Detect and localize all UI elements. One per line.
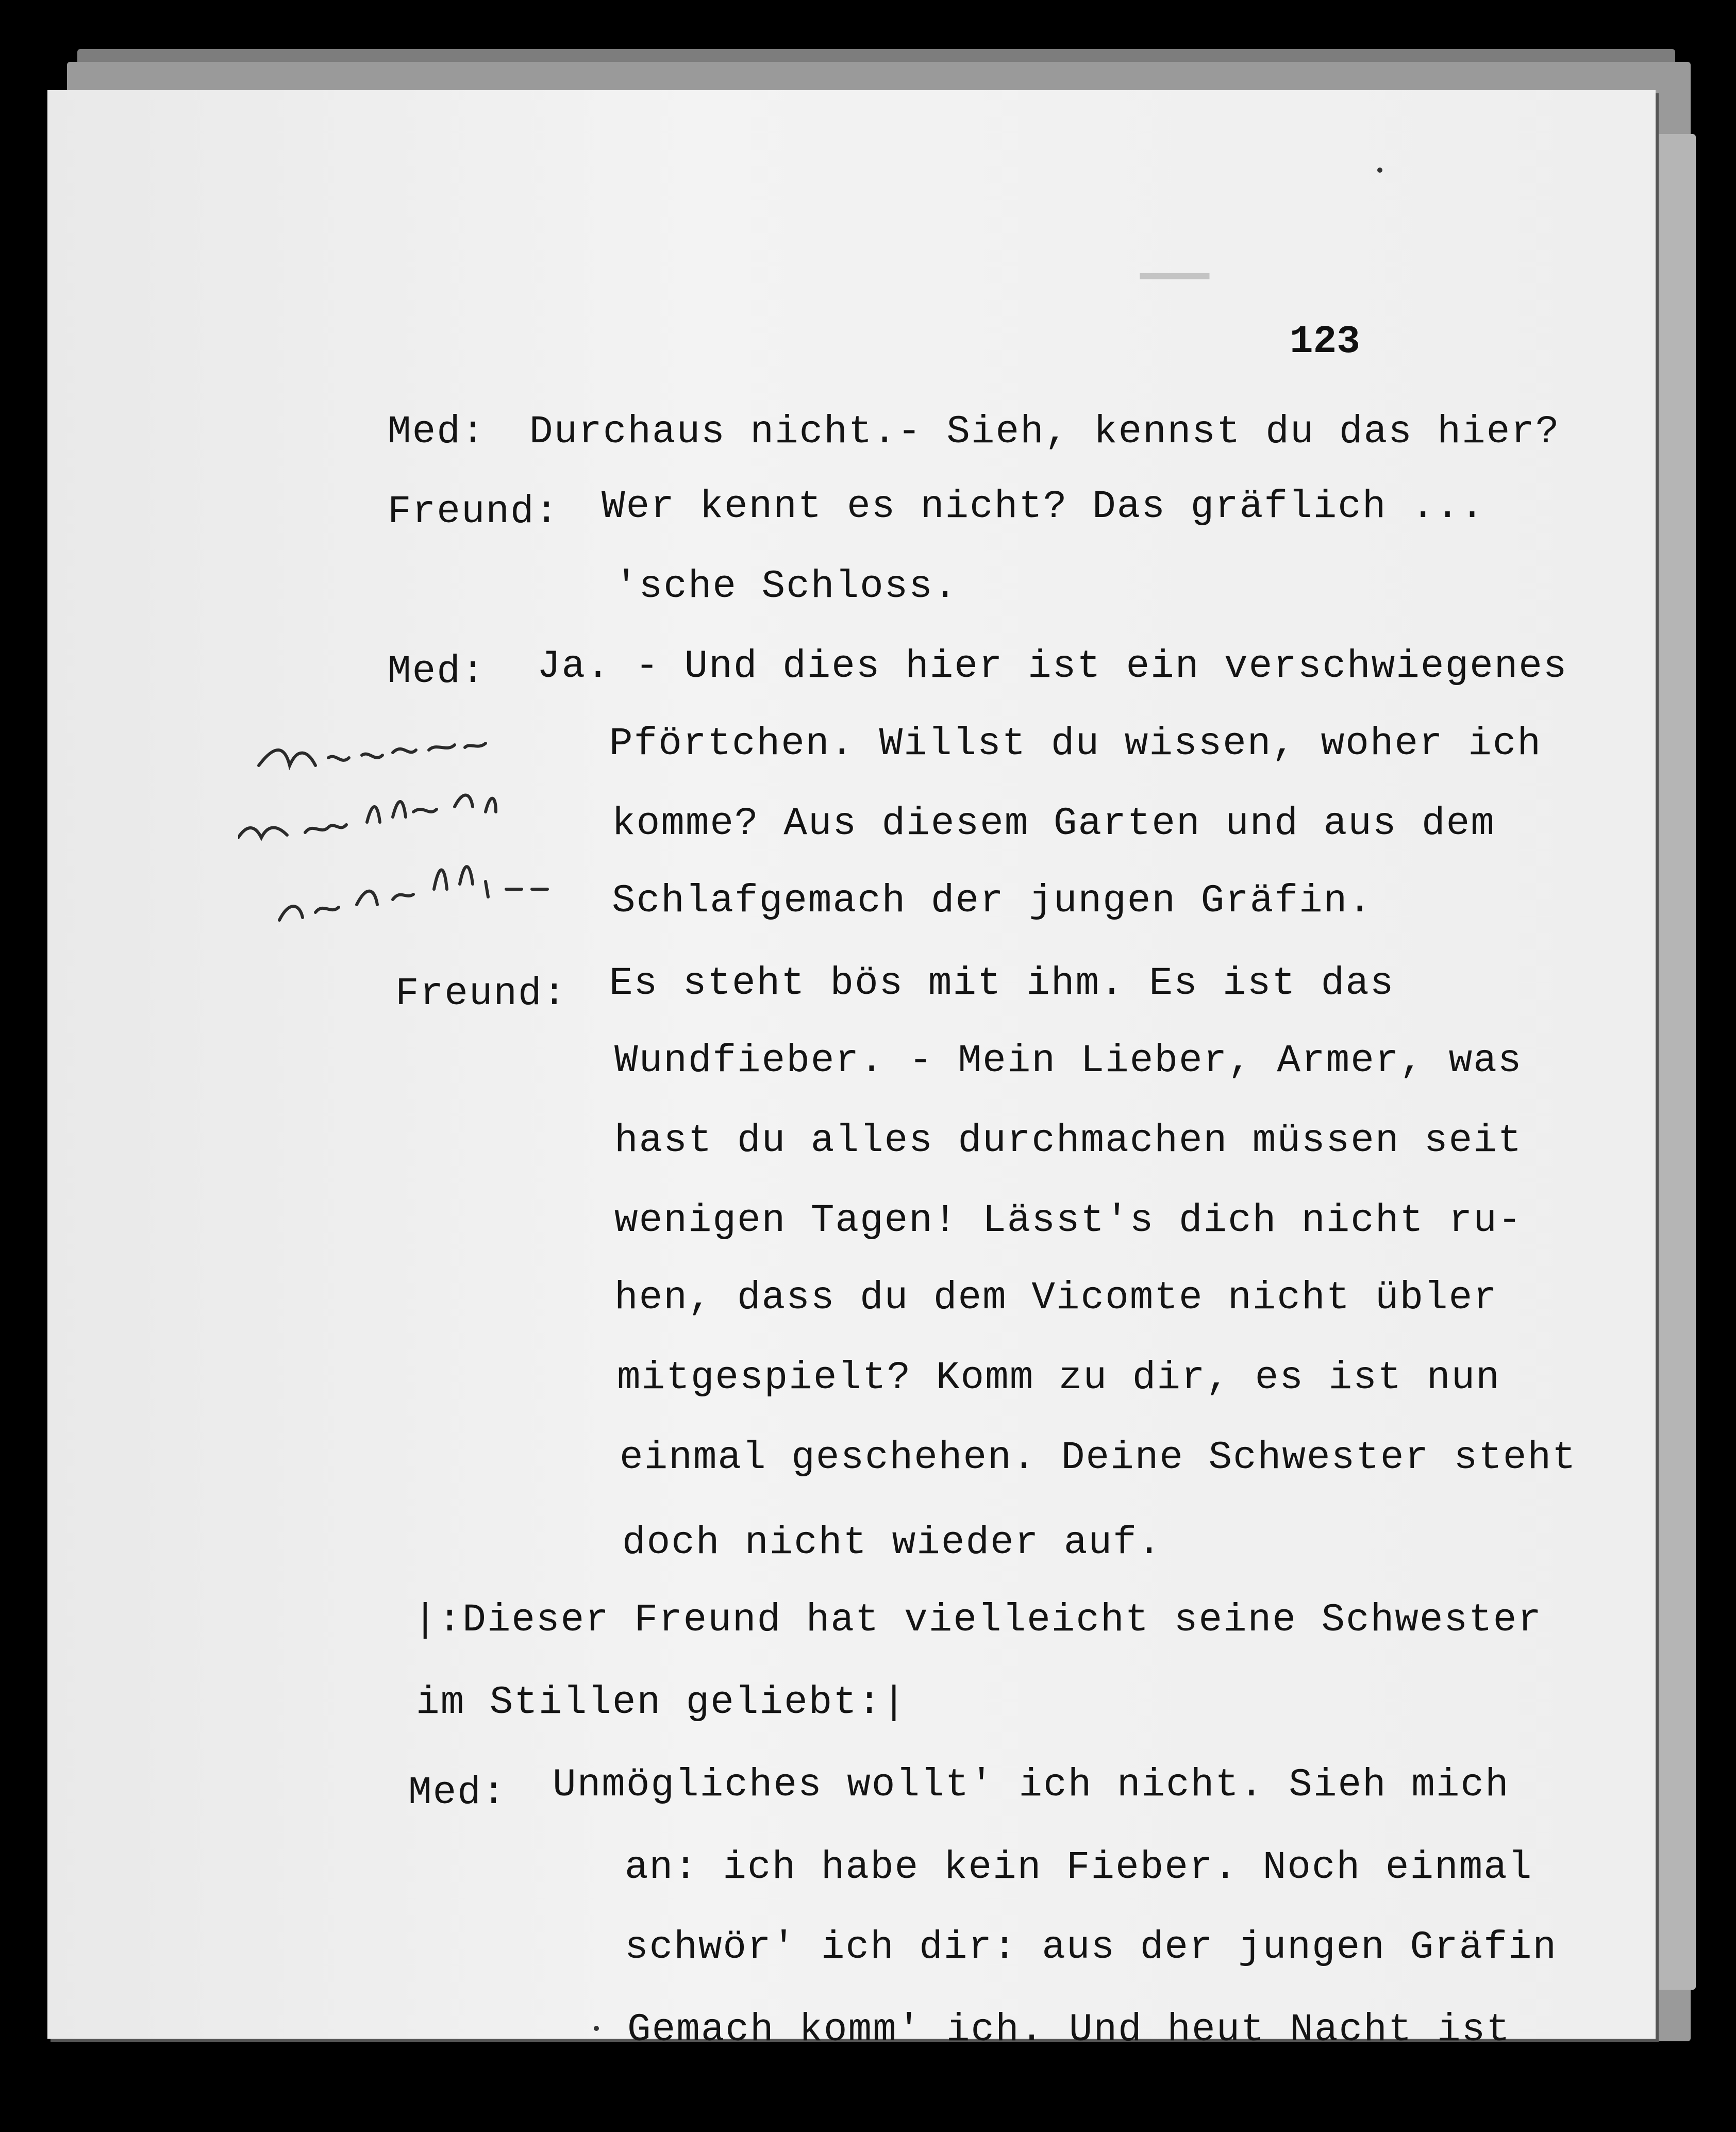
dialogue-line: doch nicht wieder auf. [622, 1521, 1162, 1565]
dialogue-line: 'sche Schloss. [614, 564, 958, 609]
dialogue-line: Schlafgemach der jungen Gräfin. [612, 879, 1373, 923]
dialogue-line: wenigen Tagen! Lässt's dich nicht ru- [614, 1198, 1523, 1243]
dialogue-line: hen, dass du dem Vicomte nicht übler [614, 1276, 1498, 1320]
dialogue-line: Es steht bös mit ihm. Es ist das [609, 961, 1395, 1006]
dialogue-line: Pförtchen. Willst du wissen, woher ich [609, 722, 1542, 766]
speaker-label: Freund: [388, 490, 560, 534]
speaker-label: Freund: [395, 972, 567, 1016]
speaker-label: Med: [388, 410, 486, 454]
dialogue-line: hast du alles durchmachen müssen seit [614, 1119, 1523, 1163]
show-through: ▁▁▁ [1140, 238, 1209, 281]
typewritten-page [47, 90, 1656, 2052]
dialogue-line: Gemach komm' ich. Und heut Nacht ist [627, 2008, 1511, 2052]
ink-speck [1377, 168, 1382, 173]
dialogue-line: schwör' ich dir: aus der jungen Gräfin [625, 1925, 1558, 1970]
dialogue-line: Ja. - Und dies hier ist ein verschwiegenes [537, 644, 1568, 689]
dialogue-line: Wer kennt es nicht? Das gräflich ... [602, 485, 1485, 529]
ink-speck [594, 2026, 599, 2031]
stage-note: |:Dieser Freund hat vielleicht seine Schwester [413, 1598, 1542, 1642]
page-number: 123 [1290, 320, 1360, 364]
handwritten-annotation [238, 735, 630, 951]
speaker-label: Med: [388, 649, 486, 694]
dialogue-line: an: ich habe kein Fieber. Noch einmal [625, 1845, 1533, 1890]
speaker-label: Med: [408, 1771, 507, 1815]
dialogue-line: einmal geschehen. Deine Schwester steht [620, 1436, 1577, 1480]
stage-note: im Stillen geliebt:| [416, 1680, 907, 1725]
dialogue-line: Wundfieber. - Mein Lieber, Armer, was [614, 1039, 1523, 1083]
dialogue-line: komme? Aus diesem Garten und aus dem [612, 802, 1495, 846]
dialogue-line: mitgespielt? Komm zu dir, es ist nun [617, 1356, 1500, 1400]
dialogue-line: Unmögliches wollt' ich nicht. Sieh mich [553, 1763, 1510, 1807]
dialogue-line: Durchaus nicht.- Sieh, kennst du das hier? [529, 410, 1560, 454]
